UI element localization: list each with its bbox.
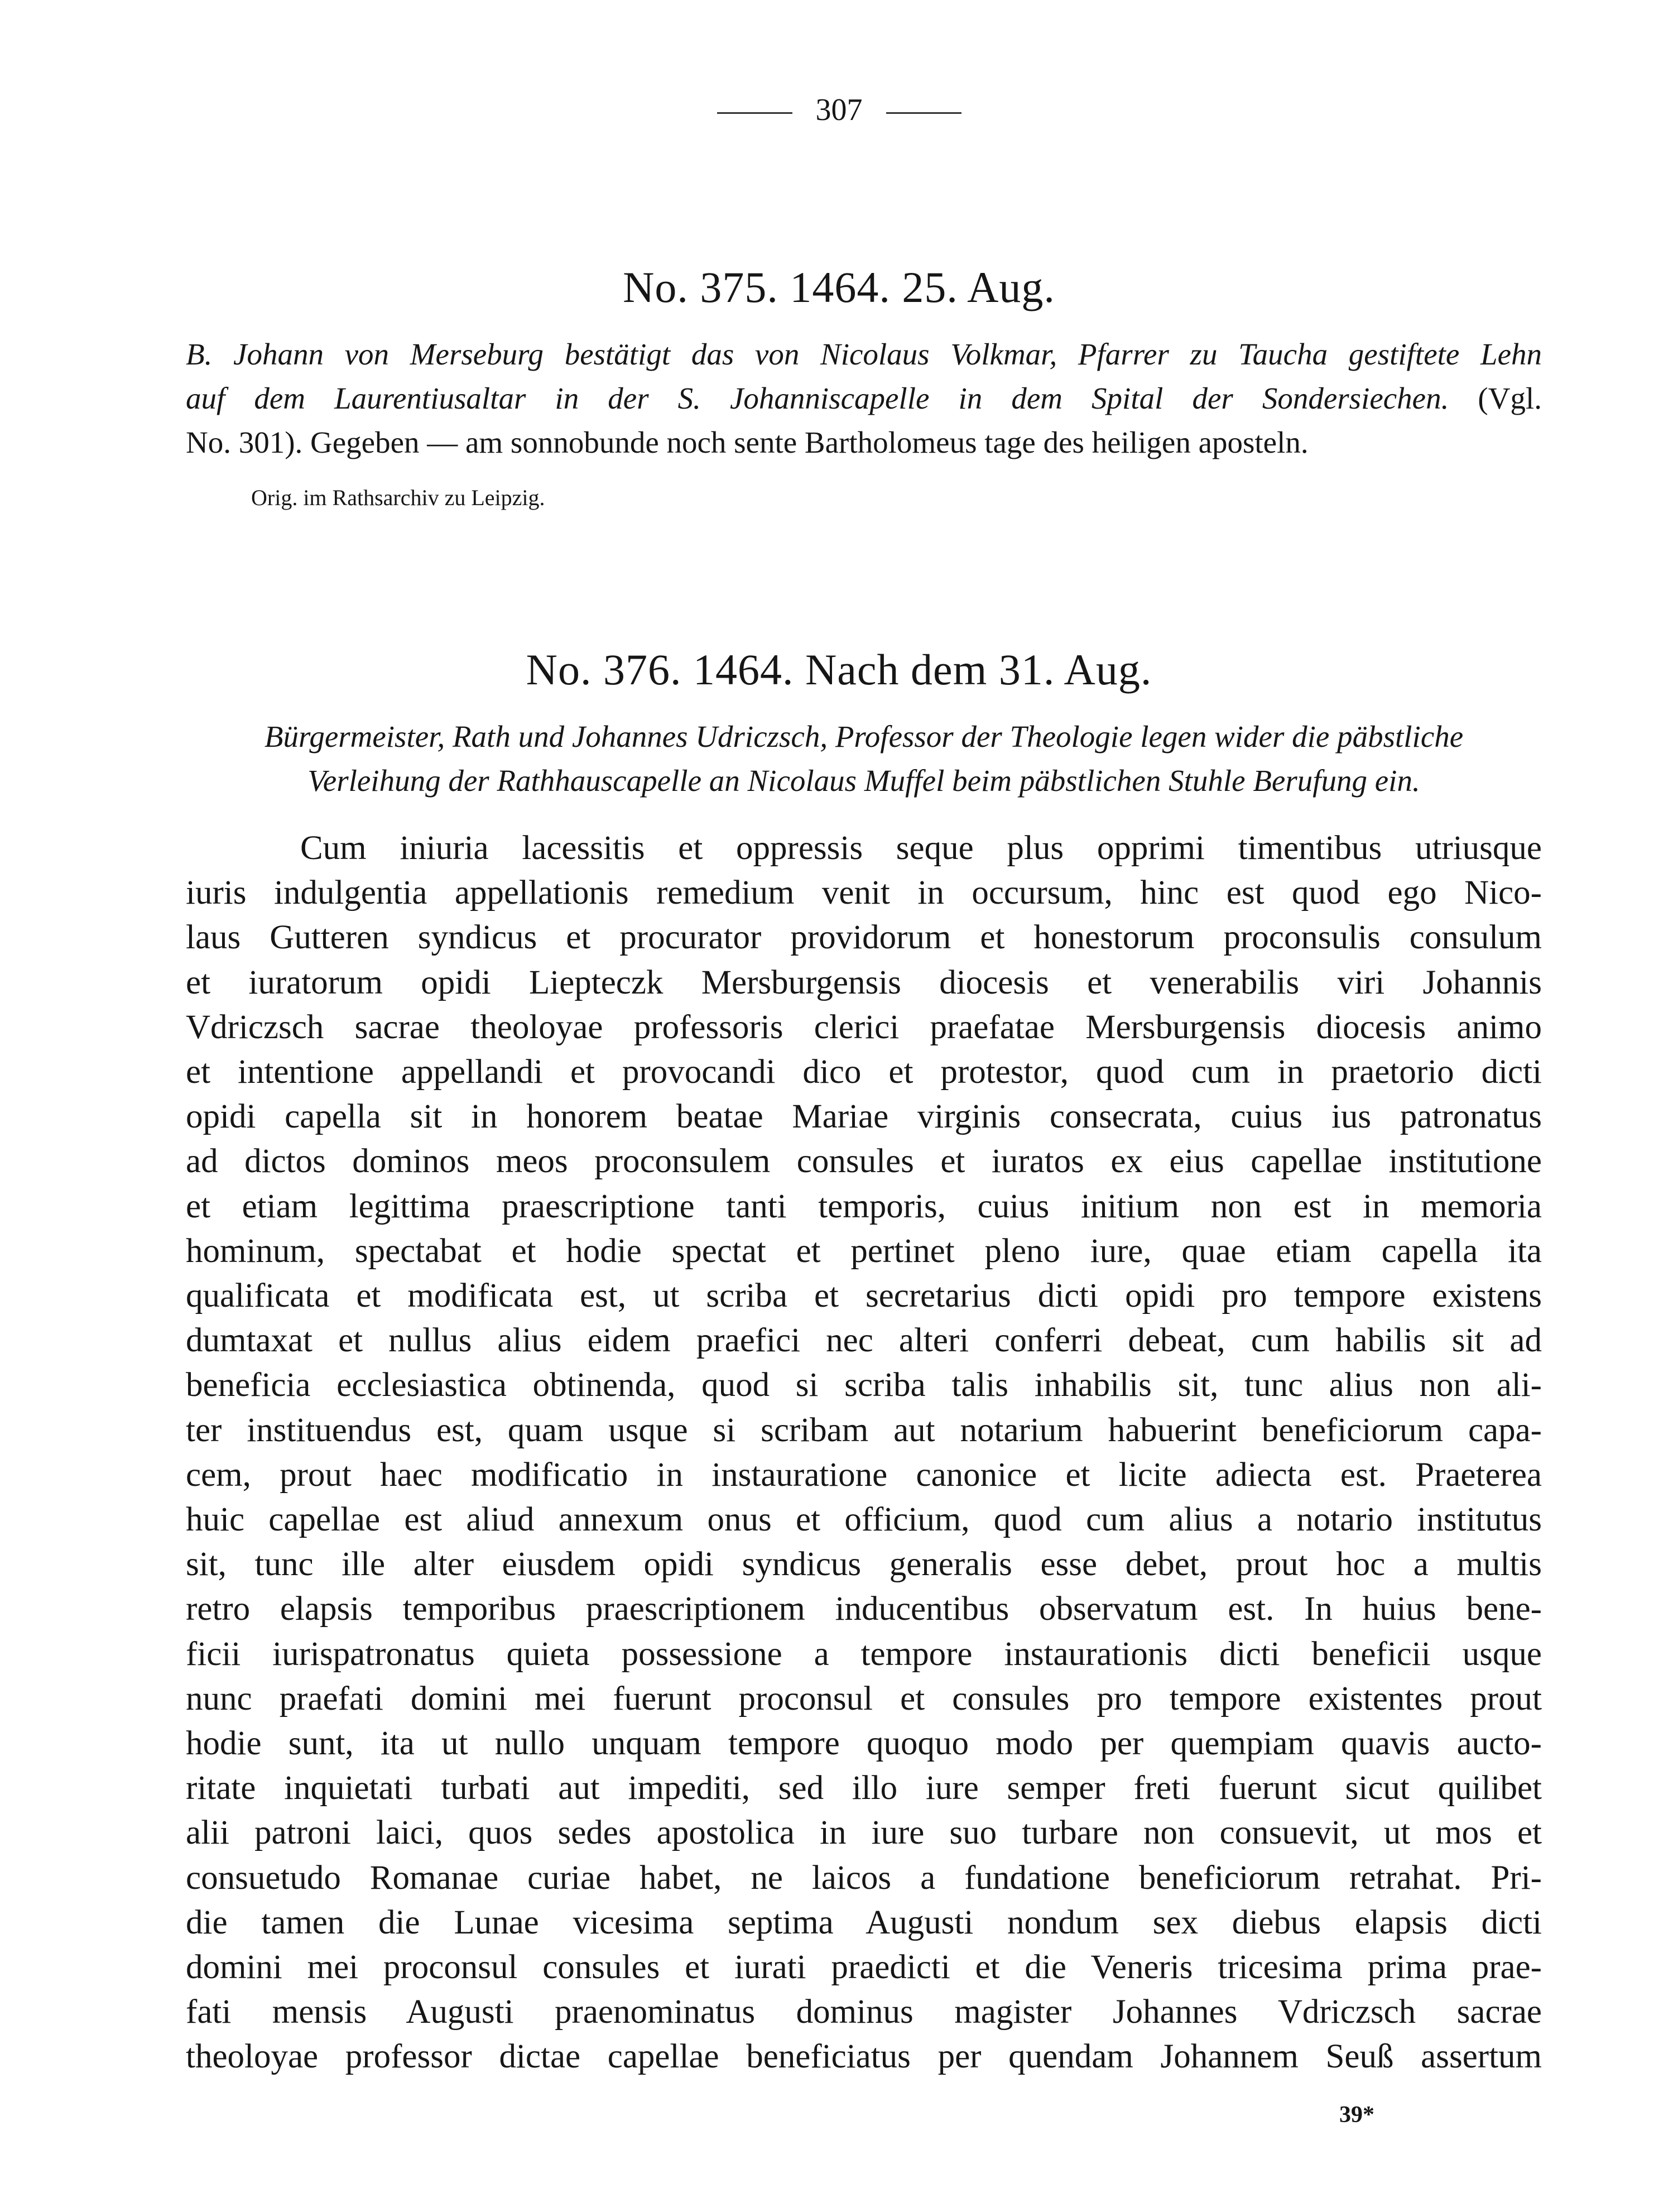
summary-reference: (Vgl. [1478,381,1542,415]
page-header [0,92,1678,128]
body-line: die tamen die Lunae vicesima septima Augusti nondum sex diebus elapsis dicti [186,1903,1542,1941]
body-line: Vdriczsch sacrae theoloyae professoris clerici praefatae Mersburgensis diocesis animo [186,1008,1542,1046]
body-line: dumtaxat et nullus alius eidem praefici nec alteri conferri debeat, cum habilis sit ad [186,1322,1542,1360]
summary-line: Verleihung der Rathhauscapelle an Nicolaus Muffel beim päbstlichen Stuhle Berufung ein. [307,764,1420,798]
body-line: consuetudo Romanae curiae habet, ne laicos a fundatione beneficiorum retrahat. Pri- [186,1859,1542,1897]
body-line: Cum iniuria lacessitis et oppressis seque plus opprimi timentibus utriusque [300,829,1542,867]
body-line: retro elapsis temporibus praescriptionem inducentibus observatum est. In huius bene- [186,1590,1542,1628]
document-375-source: Orig. im Rathsarchiv zu Leipzig. [251,485,545,510]
summary-line: Bürgermeister, Rath und Johannes Udriczsch, Professor der Theologie legen wider die päbstliche [264,719,1464,754]
body-line: beneficia ecclesiastica obtinenda, quod si scriba talis inhabilis sit, tunc alius non ali- [186,1366,1542,1404]
body-line: hominum, spectabat et hodie spectat et pertinet pleno iure, quae etiam capella ita [186,1232,1542,1270]
document-375-heading: No. 375. 1464. 25. Aug. [623,263,1055,311]
summary-line: B. Johann von Merseburg bestätigt das von Nicolaus Volkmar, Pfarrer zu Taucha gestiftete Lehn [186,337,1542,371]
summary-line-text: auf dem Laurentiusaltar in der S. Johanniscapelle in dem Spital der Sondersiechen. [186,381,1449,415]
body-line: theoloyae professor dictae capellae beneficiatus per quendam Johannem Seuß assertum [186,2038,1542,2076]
body-line: nunc praefati domini mei fuerunt proconsul et consules pro tempore existentes prout [186,1680,1542,1717]
body-line: et iuratorum opidi Liepteczk Mersburgensis diocesis et venerabilis viri Johannis [186,963,1542,1001]
signature-mark: 39* [1339,2102,1374,2128]
header-rule-right [886,112,961,114]
document-376-heading: No. 376. 1464. Nach dem 31. Aug. [526,645,1152,694]
body-line: huic capellae est aliud annexum onus et officium, quod cum alius a notario institutus [186,1501,1542,1539]
body-line: ficii iurispatronatus quieta possessione a tempore instaurationis dicti beneficii usque [186,1635,1542,1673]
body-line: ter instituendus est, quam usque si scribam aut notarium habuerint beneficiorum capa- [186,1411,1542,1449]
document-376-body [186,826,1542,2080]
body-line: ad dictos dominos meos proconsulem consules et iuratos ex eius capellae institutione [186,1143,1542,1181]
body-line: iuris indulgentia appellationis remedium venit in occursum, hinc est quod ego Nico- [186,874,1542,912]
page-number: 307 [815,93,863,127]
body-line: domini mei proconsul consules et iurati praedicti et die Veneris tricesima prima prae- [186,1949,1542,1987]
summary-line [186,376,1542,420]
body-line: cem, prout haec modificatio in instauratione canonice et licite adiecta est. Praeterea [186,1456,1542,1494]
body-line: sit, tunc ille alter eiusdem opidi syndicus generalis esse debet, prout hoc a multis [186,1546,1542,1584]
header-rule-left [717,112,792,114]
body-line: hodie sunt, ita ut nullo unquam tempore quoquo modo per quempiam quavis aucto- [186,1725,1542,1763]
document-375-summary [186,332,1542,464]
body-line: fati mensis Augusti praenominatus dominus magister Johannes Vdriczsch sacrae [186,1993,1542,2031]
body-line: opidi capella sit in honorem beatae Mariae virginis consecrata, cuius ius patronatus [186,1098,1542,1136]
body-line: ritate inquietati turbati aut impediti, sed illo iure semper freti fuerunt sicut quilibet [186,1769,1542,1807]
document-376-summary [186,714,1542,803]
body-line: et intentione appellandi et provocandi dico et protestor, quod cum in praetorio dicti [186,1053,1542,1091]
body-line: alii patroni laici, quos sedes apostolica in iure suo turbare non consuevit, ut mos et [186,1814,1542,1852]
body-line: qualificata et modificata est, ut scriba et secretarius dicti opidi pro tempore existens [186,1277,1542,1315]
summary-line: No. 301). Gegeben — am sonnobunde noch sente Bartholomeus tage des heiligen aposteln. [186,425,1309,459]
body-line: laus Gutteren syndicus et procurator providorum et honestorum proconsulis consulum [186,919,1542,957]
body-line: et etiam legittima praescriptione tanti temporis, cuius initium non est in memoria [186,1187,1542,1225]
